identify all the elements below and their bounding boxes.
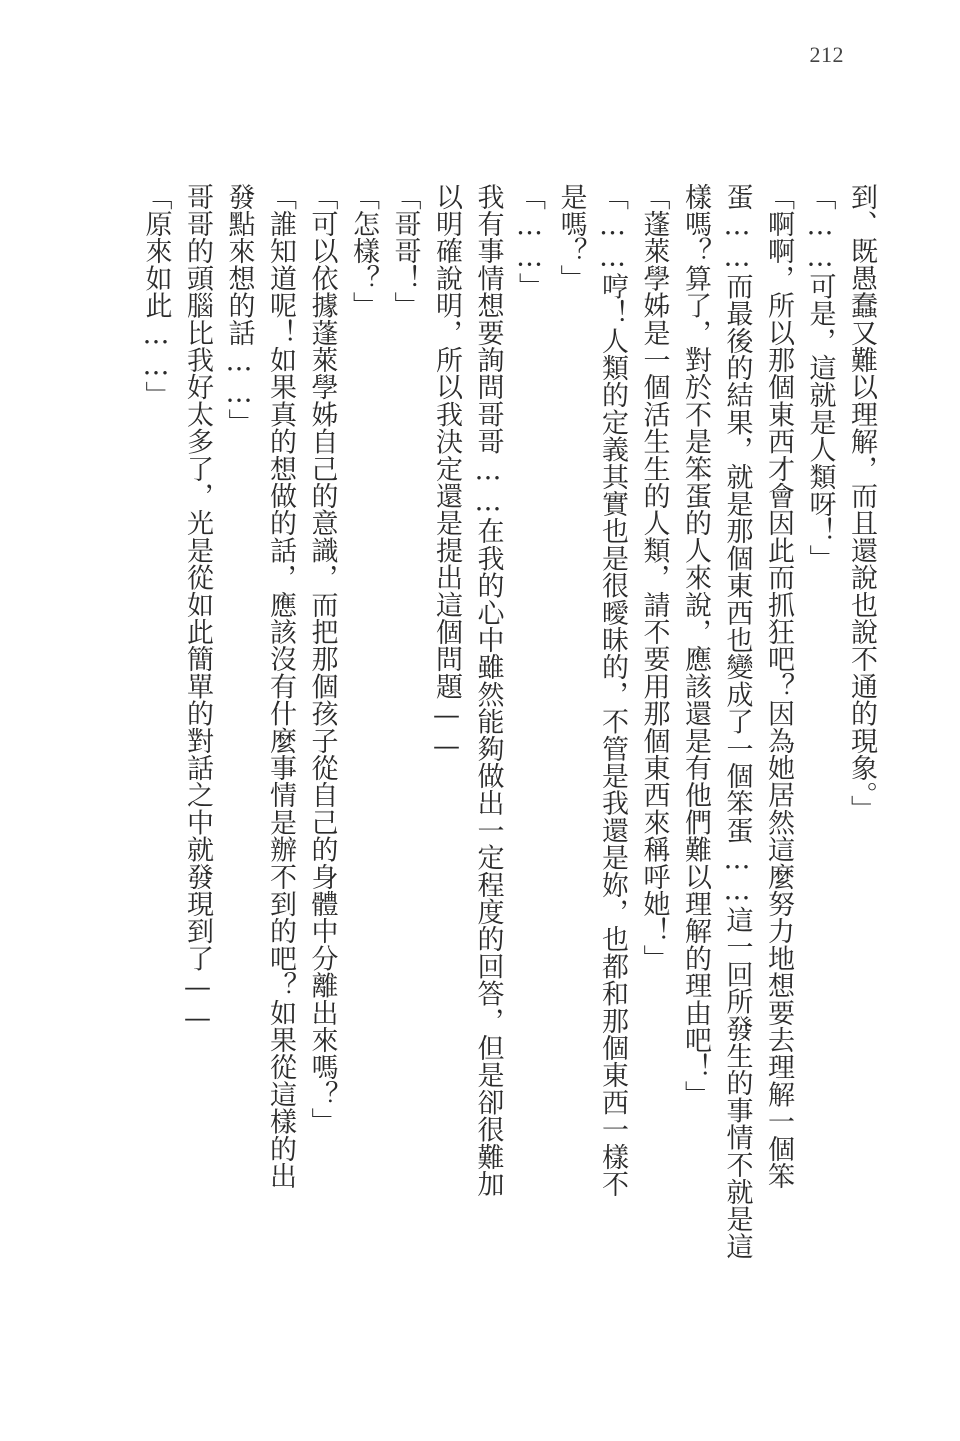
text-line: 哥哥的頭腦比我好太多了，光是從如此簡單的對話之中就發現到了—— <box>182 183 213 1035</box>
text-line: 「誰知道呢！如果真的想做的話，應該沒有什麼事情是辦不到的吧？如果從這樣的出 <box>265 183 296 1190</box>
text-line: 「怎樣？」 <box>348 183 379 319</box>
text-line: 是嗎？」 <box>555 183 587 292</box>
text-line: 到、既愚蠢又難以理解，而且還說也說不通的現象。」 <box>846 183 877 823</box>
text-line: 樣嗎？算了，對於不是笨蛋的人來說，應該還是有他們難以理解的理由吧！」 <box>680 183 711 1108</box>
text-line: 「……」 <box>514 183 545 300</box>
text-line: 「蓬萊學姊是一個活生生的人類，請不要用那個東西來稱呼她！」 <box>638 183 670 972</box>
text-line: 「……哼！人類的定義其實也是很曖昧的，不管是我還是妳，也都和那個東西一樣不 <box>597 183 628 1198</box>
text-line: 蛋……而最後的結果，就是那個東西也變成了一個笨蛋……這一回所發生的事情不就是這 <box>721 183 753 1260</box>
text-line: 「可以依據蓬萊學姊自己的意識，而把那個孩子從自己的身體中分離出來嗎？」 <box>306 183 338 1135</box>
text-line: 以明確說明，所以我決定還是提出這個問題—— <box>431 183 462 763</box>
text-line: 發點來想的話……」 <box>223 183 255 436</box>
text-line: 我有事情想要詢問哥哥……在我的心中雖然能夠做出一定程度的回答，但是卻很難加 <box>472 183 504 1198</box>
page-number: 212 <box>809 42 844 67</box>
text-line: 「……可是，這就是人類呀！」 <box>804 183 836 572</box>
body-text <box>135 183 882 1383</box>
text-line: 「哥哥！」 <box>389 183 421 319</box>
text-line: 「原來如此……」 <box>140 183 172 409</box>
text-line: 「啊啊，所以那個東西才會因此而抓狂吧？因為她居然這麼努力地想要去理解一個笨 <box>763 183 794 1190</box>
